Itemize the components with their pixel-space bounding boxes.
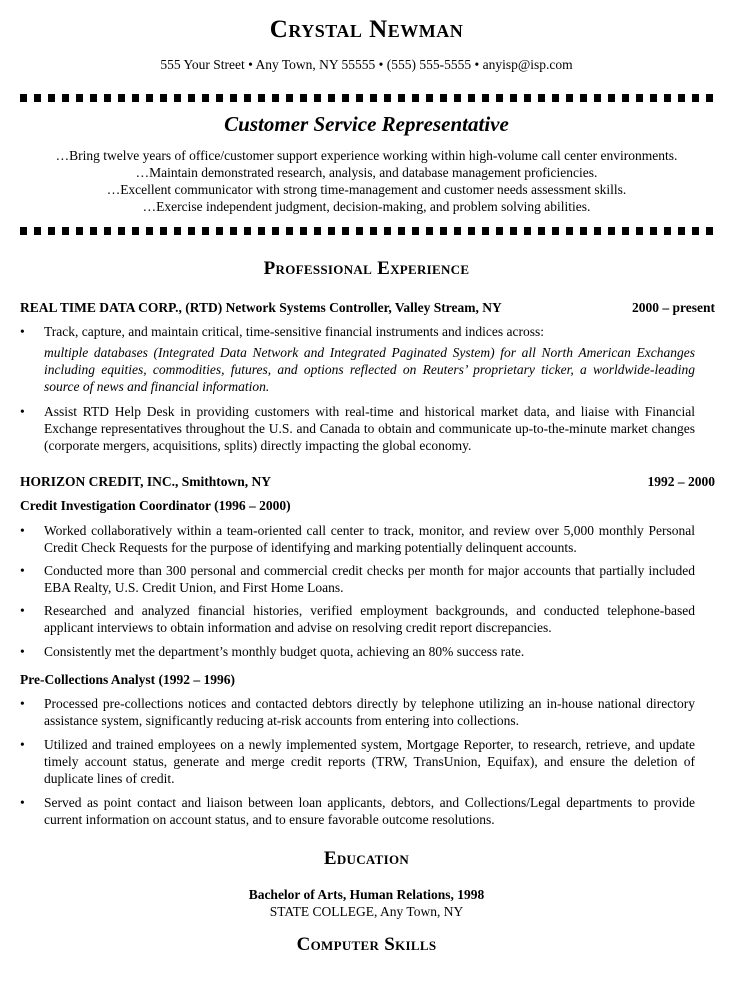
job-dates: 1992 – 2000 [647,474,715,489]
bullet-text: Conducted more than 300 personal and commercial credit checks per month for major accounts that partially included EBA Realty, U.S. Credit Union, and First Home Loans. [44,563,695,595]
education-school: STATE COLLEGE, Any Town, NY [269,904,464,919]
list-item [20,522,695,556]
objective-title: Customer Service Representative [224,112,509,136]
bullet-icon: • [20,603,25,618]
summary-line: …Maintain demonstrated research, analysis, and database management proficiencies. [135,165,598,180]
job-heading [20,300,715,316]
section-title-skills: Computer Skills [296,934,437,955]
summary-line: …Excellent communicator with strong time-management and customer needs assessment skills. [106,182,627,197]
dotted-divider [20,227,715,235]
role-title: Credit Investigation Coordinator (1996 – 2000) [20,498,291,513]
bullet-text: Processed pre-collections notices and contacted debtors directly by telephone utilizing an in-house national directory assistance system, significantly reducing at-risk accounts from entering into collections. [44,696,695,728]
job-company: REAL TIME DATA CORP., (RTD) Network Systems Controller, Valley Stream, NY [20,300,502,315]
list-item [20,403,695,454]
bullet-text: Assist RTD Help Desk in providing customers with real-time and historical market data, and liaise with Financial Exchange representatives throughout the U.S. and Canada to obtain and communicate up-to-the-minute market changes (corporate mergers, acquisitions, splits) directly impacting the global economy. [44,404,695,453]
list-item [20,643,695,660]
job-company: HORIZON CREDIT, INC., Smithtown, NY [20,474,272,489]
education-degree: Bachelor of Arts, Human Relations, 1998 [248,887,485,902]
dotted-divider [20,94,715,102]
list-item [20,736,695,787]
bullet-icon: • [20,795,25,810]
list-item [20,562,695,596]
list-item [20,794,695,828]
bullet-text: Utilized and trained employees on a newly implemented system, Mortgage Reporter, to research, retrieve, and update timely account status, generate and merge credit reports (TRW, TransUnion, Equifax), and ensure the deletion of duplicate lines of credit. [44,737,695,786]
section-title-education: Education [323,848,410,869]
job-dates: 2000 – present [632,300,715,315]
bullet-icon: • [20,523,25,538]
education-entry [0,886,733,920]
summary-line: …Exercise independent judgment, decision-making, and problem solving abilities. [142,199,591,214]
bullet-icon: • [20,737,25,752]
contact-line: 555 Your Street • Any Town, NY 55555 • (555) 555-5555 • anyisp@isp.com [160,57,573,72]
bullet-text: Researched and analyzed financial histories, verified employment backgrounds, and conducted telephone-based applicant interviews to obtain information and advise on resolving credit report discrepancies. [44,603,695,635]
bullet-text: Worked collaboratively within a team-oriented call center to track, monitor, and review over 5,000 monthly Personal Credit Check Requests for the purpose of identifying and marking potentially delinquent accounts. [44,523,695,555]
bullet-text: Served as point contact and liaison between loan applicants, debtors, and Collections/Legal departments to provide current information on account status, and to ensure favorable outcome resolutions. [44,795,695,827]
bullet-icon: • [20,644,25,659]
list-item [20,695,695,729]
section-title-experience: Professional Experience [263,258,470,279]
bullet-text: Consistently met the department’s monthly budget quota, achieving an 80% success rate. [44,644,525,659]
summary-line: …Bring twelve years of office/customer support experience working within high-volume call center environments. [55,148,678,163]
list-item [20,323,695,395]
bullet-icon: • [20,324,25,339]
role-title: Pre-Collections Analyst (1992 – 1996) [20,672,235,687]
list-item [20,602,695,636]
candidate-name: Crystal Newman [269,16,464,43]
bullet-icon: • [20,563,25,578]
job-heading [20,474,715,490]
bullet-text: Track, capture, and maintain critical, time-sensitive financial instruments and indices across: [44,324,544,339]
bullet-detail: multiple databases (Integrated Data Network and Integrated Paginated System) for all North American Exchanges including equities, commodities, futures, and options reflected on Reuters’ proprietary ticker, a worldwide-leading source of news and financial information. [44,345,695,394]
bullet-icon: • [20,696,25,711]
bullet-icon: • [20,404,25,419]
